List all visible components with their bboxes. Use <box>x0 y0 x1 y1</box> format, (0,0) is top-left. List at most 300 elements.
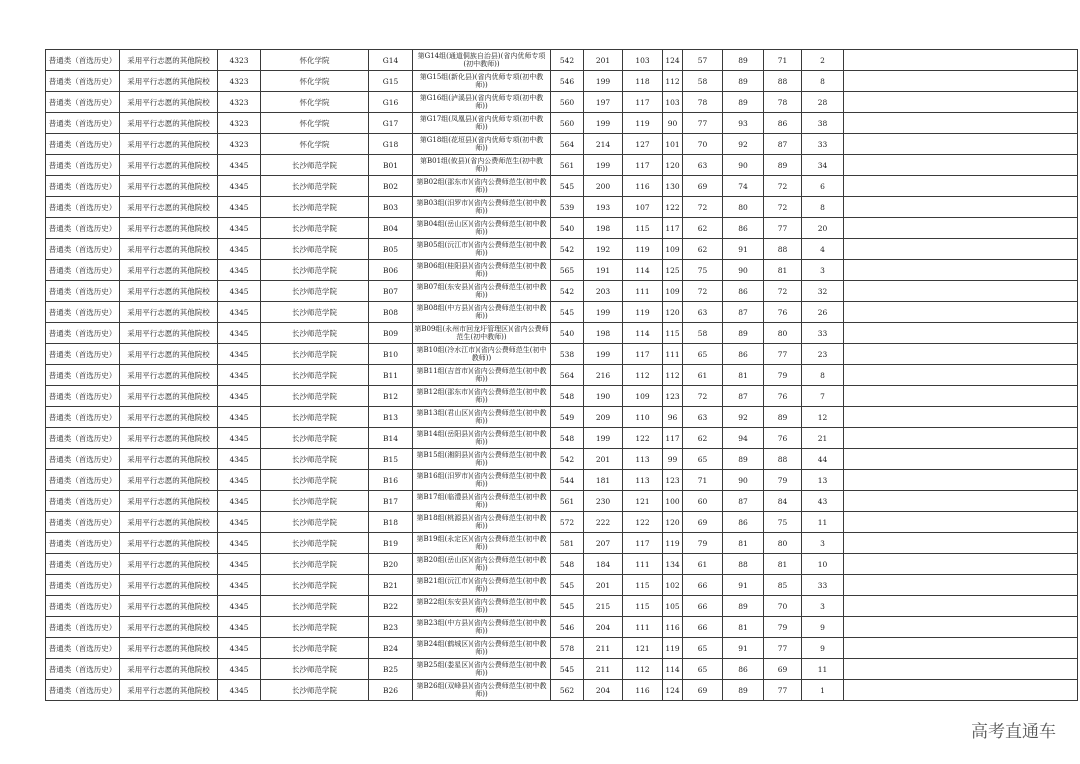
batch-cell: 采用平行志愿的其他院校 <box>120 470 218 491</box>
subject-score-cell: 109 <box>663 281 683 302</box>
subject-score-cell: 66 <box>683 617 723 638</box>
count-cell: 4 <box>802 239 844 260</box>
subject-score-cell: 193 <box>584 197 623 218</box>
subject-score-cell: 79 <box>764 470 802 491</box>
table-row <box>46 575 1078 596</box>
group-code-cell: B04 <box>369 218 413 239</box>
min-score-cell: 544 <box>551 470 584 491</box>
batch-cell: 采用平行志愿的其他院校 <box>120 71 218 92</box>
subject-score-cell: 117 <box>623 155 663 176</box>
subject-score-cell: 121 <box>623 638 663 659</box>
group-name-cell: 第B13组(君山区)(省内公费师范生(初中教师)) <box>413 407 551 428</box>
group-code-cell: B19 <box>369 533 413 554</box>
empty-cell <box>844 617 1078 638</box>
batch-cell: 采用平行志愿的其他院校 <box>120 155 218 176</box>
group-code-cell: B24 <box>369 638 413 659</box>
subject-score-cell: 72 <box>764 176 802 197</box>
group-code-cell: G16 <box>369 92 413 113</box>
subject-score-cell: 62 <box>683 239 723 260</box>
empty-cell <box>844 512 1078 533</box>
min-score-cell: 539 <box>551 197 584 218</box>
batch-cell: 采用平行志愿的其他院校 <box>120 428 218 449</box>
subject-score-cell: 121 <box>623 491 663 512</box>
subject-score-cell: 199 <box>584 428 623 449</box>
subject-score-cell: 92 <box>723 134 764 155</box>
school-code-cell: 4345 <box>218 533 261 554</box>
batch-cell: 采用平行志愿的其他院校 <box>120 239 218 260</box>
empty-cell <box>844 92 1078 113</box>
subject-score-cell: 70 <box>683 134 723 155</box>
subject-score-cell: 69 <box>683 176 723 197</box>
subject-score-cell: 198 <box>584 218 623 239</box>
min-score-cell: 542 <box>551 281 584 302</box>
subject-score-cell: 115 <box>623 575 663 596</box>
subject-score-cell: 89 <box>723 323 764 344</box>
category-cell: 普通类（首选历史） <box>46 92 120 113</box>
count-cell: 28 <box>802 92 844 113</box>
school-name-cell: 长沙师范学院 <box>261 596 369 617</box>
group-code-cell: B11 <box>369 365 413 386</box>
batch-cell: 采用平行志愿的其他院校 <box>120 554 218 575</box>
group-code-cell: G17 <box>369 113 413 134</box>
group-code-cell: B10 <box>369 344 413 365</box>
empty-cell <box>844 638 1078 659</box>
subject-score-cell: 215 <box>584 596 623 617</box>
school-name-cell: 长沙师范学院 <box>261 365 369 386</box>
table-row <box>46 407 1078 428</box>
count-cell: 34 <box>802 155 844 176</box>
table-row <box>46 638 1078 659</box>
subject-score-cell: 211 <box>584 659 623 680</box>
subject-score-cell: 58 <box>683 323 723 344</box>
count-cell: 3 <box>802 596 844 617</box>
subject-score-cell: 72 <box>683 386 723 407</box>
empty-cell <box>844 239 1078 260</box>
category-cell: 普通类（首选历史） <box>46 554 120 575</box>
empty-cell <box>844 407 1078 428</box>
subject-score-cell: 87 <box>723 386 764 407</box>
min-score-cell: 538 <box>551 344 584 365</box>
subject-score-cell: 88 <box>723 554 764 575</box>
count-cell: 8 <box>802 197 844 218</box>
table-row <box>46 428 1078 449</box>
category-cell: 普通类（首选历史） <box>46 449 120 470</box>
subject-score-cell: 99 <box>663 449 683 470</box>
school-code-cell: 4345 <box>218 281 261 302</box>
subject-score-cell: 61 <box>683 554 723 575</box>
subject-score-cell: 76 <box>764 428 802 449</box>
group-name-cell: 第B11组(吉首市)(省内公费师范生(初中教师)) <box>413 365 551 386</box>
school-code-cell: 4345 <box>218 218 261 239</box>
count-cell: 32 <box>802 281 844 302</box>
subject-score-cell: 89 <box>764 407 802 428</box>
subject-score-cell: 119 <box>663 638 683 659</box>
subject-score-cell: 199 <box>584 344 623 365</box>
subject-score-cell: 222 <box>584 512 623 533</box>
empty-cell <box>844 365 1078 386</box>
count-cell: 3 <box>802 260 844 281</box>
group-name-cell: 第G18组(花垣县)(省内优师专项(初中教师)) <box>413 134 551 155</box>
category-cell: 普通类（首选历史） <box>46 365 120 386</box>
min-score-cell: 581 <box>551 533 584 554</box>
group-name-cell: 第B24组(鹤城区)(省内公费师范生(初中教师)) <box>413 638 551 659</box>
count-cell: 9 <box>802 638 844 659</box>
school-code-cell: 4323 <box>218 92 261 113</box>
school-name-cell: 怀化学院 <box>261 71 369 92</box>
category-cell: 普通类（首选历史） <box>46 218 120 239</box>
table-row <box>46 197 1078 218</box>
group-code-cell: B14 <box>369 428 413 449</box>
batch-cell: 采用平行志愿的其他院校 <box>120 680 218 701</box>
table-row <box>46 218 1078 239</box>
group-code-cell: B13 <box>369 407 413 428</box>
subject-score-cell: 80 <box>723 197 764 218</box>
school-name-cell: 怀化学院 <box>261 113 369 134</box>
subject-score-cell: 62 <box>683 428 723 449</box>
subject-score-cell: 91 <box>723 239 764 260</box>
batch-cell: 采用平行志愿的其他院校 <box>120 575 218 596</box>
group-code-cell: B12 <box>369 386 413 407</box>
subject-score-cell: 115 <box>663 323 683 344</box>
count-cell: 23 <box>802 344 844 365</box>
batch-cell: 采用平行志愿的其他院校 <box>120 596 218 617</box>
min-score-cell: 548 <box>551 428 584 449</box>
group-code-cell: G18 <box>369 134 413 155</box>
subject-score-cell: 190 <box>584 386 623 407</box>
school-code-cell: 4345 <box>218 197 261 218</box>
group-name-cell: 第B26组(双峰县)(省内公费师范生(初中教师)) <box>413 680 551 701</box>
table-row <box>46 533 1078 554</box>
school-name-cell: 长沙师范学院 <box>261 575 369 596</box>
school-code-cell: 4345 <box>218 323 261 344</box>
category-cell: 普通类（首选历史） <box>46 407 120 428</box>
group-code-cell: B09 <box>369 323 413 344</box>
count-cell: 7 <box>802 386 844 407</box>
admission-score-table-container <box>45 49 1077 701</box>
min-score-cell: 560 <box>551 113 584 134</box>
subject-score-cell: 111 <box>623 554 663 575</box>
subject-score-cell: 211 <box>584 638 623 659</box>
school-name-cell: 长沙师范学院 <box>261 302 369 323</box>
group-code-cell: B25 <box>369 659 413 680</box>
empty-cell <box>844 134 1078 155</box>
subject-score-cell: 62 <box>683 218 723 239</box>
subject-score-cell: 79 <box>764 617 802 638</box>
group-name-cell: 第B04组(岳山区)(省内公费师范生(初中教师)) <box>413 218 551 239</box>
subject-score-cell: 204 <box>584 617 623 638</box>
subject-score-cell: 91 <box>723 575 764 596</box>
school-name-cell: 长沙师范学院 <box>261 428 369 449</box>
category-cell: 普通类（首选历史） <box>46 155 120 176</box>
subject-score-cell: 115 <box>623 596 663 617</box>
subject-score-cell: 207 <box>584 533 623 554</box>
subject-score-cell: 86 <box>723 659 764 680</box>
subject-score-cell: 119 <box>623 239 663 260</box>
subject-score-cell: 103 <box>663 92 683 113</box>
school-code-cell: 4345 <box>218 638 261 659</box>
school-code-cell: 4323 <box>218 113 261 134</box>
group-code-cell: G14 <box>369 50 413 71</box>
empty-cell <box>844 428 1078 449</box>
group-name-cell: 第B20组(岳山区)(省内公费师范生(初中教师)) <box>413 554 551 575</box>
school-code-cell: 4345 <box>218 575 261 596</box>
batch-cell: 采用平行志愿的其他院校 <box>120 218 218 239</box>
subject-score-cell: 130 <box>663 176 683 197</box>
group-name-cell: 第B06组(桂阳县)(省内公费师范生(初中教师)) <box>413 260 551 281</box>
subject-score-cell: 214 <box>584 134 623 155</box>
group-name-cell: 第B19组(永定区)(省内公费师范生(初中教师)) <box>413 533 551 554</box>
subject-score-cell: 203 <box>584 281 623 302</box>
group-code-cell: B23 <box>369 617 413 638</box>
subject-score-cell: 65 <box>683 449 723 470</box>
school-code-cell: 4345 <box>218 512 261 533</box>
subject-score-cell: 60 <box>683 491 723 512</box>
subject-score-cell: 78 <box>683 92 723 113</box>
subject-score-cell: 199 <box>584 113 623 134</box>
subject-score-cell: 105 <box>663 596 683 617</box>
min-score-cell: 548 <box>551 386 584 407</box>
subject-score-cell: 81 <box>723 617 764 638</box>
batch-cell: 采用平行志愿的其他院校 <box>120 512 218 533</box>
subject-score-cell: 103 <box>623 50 663 71</box>
subject-score-cell: 122 <box>663 197 683 218</box>
subject-score-cell: 89 <box>723 680 764 701</box>
group-code-cell: B20 <box>369 554 413 575</box>
subject-score-cell: 90 <box>723 155 764 176</box>
table-row <box>46 92 1078 113</box>
subject-score-cell: 184 <box>584 554 623 575</box>
min-score-cell: 565 <box>551 260 584 281</box>
subject-score-cell: 124 <box>663 680 683 701</box>
subject-score-cell: 96 <box>663 407 683 428</box>
subject-score-cell: 72 <box>764 197 802 218</box>
subject-score-cell: 201 <box>584 575 623 596</box>
school-code-cell: 4345 <box>218 344 261 365</box>
school-code-cell: 4345 <box>218 554 261 575</box>
empty-cell <box>844 113 1078 134</box>
school-name-cell: 长沙师范学院 <box>261 386 369 407</box>
school-name-cell: 长沙师范学院 <box>261 197 369 218</box>
school-code-cell: 4345 <box>218 491 261 512</box>
count-cell: 3 <box>802 533 844 554</box>
count-cell: 13 <box>802 470 844 491</box>
min-score-cell: 540 <box>551 323 584 344</box>
subject-score-cell: 109 <box>663 239 683 260</box>
subject-score-cell: 201 <box>584 50 623 71</box>
subject-score-cell: 63 <box>683 302 723 323</box>
school-name-cell: 长沙师范学院 <box>261 218 369 239</box>
school-code-cell: 4323 <box>218 134 261 155</box>
count-cell: 11 <box>802 512 844 533</box>
min-score-cell: 542 <box>551 239 584 260</box>
group-name-cell: 第B22组(东安县)(省内公费师范生(初中教师)) <box>413 596 551 617</box>
school-code-cell: 4345 <box>218 617 261 638</box>
empty-cell <box>844 50 1078 71</box>
subject-score-cell: 90 <box>663 113 683 134</box>
subject-score-cell: 72 <box>683 281 723 302</box>
subject-score-cell: 91 <box>723 638 764 659</box>
count-cell: 2 <box>802 50 844 71</box>
subject-score-cell: 114 <box>623 323 663 344</box>
batch-cell: 采用平行志愿的其他院校 <box>120 386 218 407</box>
table-row <box>46 491 1078 512</box>
subject-score-cell: 86 <box>723 281 764 302</box>
subject-score-cell: 111 <box>623 617 663 638</box>
school-code-cell: 4345 <box>218 449 261 470</box>
group-name-cell: 第B25组(娄星区)(省内公费师范生(初中教师)) <box>413 659 551 680</box>
school-name-cell: 长沙师范学院 <box>261 680 369 701</box>
group-code-cell: B21 <box>369 575 413 596</box>
empty-cell <box>844 344 1078 365</box>
subject-score-cell: 197 <box>584 92 623 113</box>
subject-score-cell: 112 <box>663 365 683 386</box>
school-code-cell: 4345 <box>218 407 261 428</box>
category-cell: 普通类（首选历史） <box>46 113 120 134</box>
subject-score-cell: 88 <box>764 71 802 92</box>
group-name-cell: 第B23组(中方县)(省内公费师范生(初中教师)) <box>413 617 551 638</box>
school-name-cell: 长沙师范学院 <box>261 323 369 344</box>
category-cell: 普通类（首选历史） <box>46 470 120 491</box>
subject-score-cell: 86 <box>764 113 802 134</box>
count-cell: 33 <box>802 575 844 596</box>
subject-score-cell: 77 <box>764 344 802 365</box>
category-cell: 普通类（首选历史） <box>46 680 120 701</box>
school-code-cell: 4345 <box>218 155 261 176</box>
category-cell: 普通类（首选历史） <box>46 260 120 281</box>
batch-cell: 采用平行志愿的其他院校 <box>120 92 218 113</box>
subject-score-cell: 86 <box>723 344 764 365</box>
school-name-cell: 长沙师范学院 <box>261 344 369 365</box>
school-name-cell: 怀化学院 <box>261 50 369 71</box>
subject-score-cell: 71 <box>764 50 802 71</box>
batch-cell: 采用平行志愿的其他院校 <box>120 659 218 680</box>
batch-cell: 采用平行志愿的其他院校 <box>120 365 218 386</box>
count-cell: 8 <box>802 365 844 386</box>
empty-cell <box>844 218 1078 239</box>
category-cell: 普通类（首选历史） <box>46 596 120 617</box>
school-code-cell: 4345 <box>218 680 261 701</box>
empty-cell <box>844 176 1078 197</box>
table-row <box>46 323 1078 344</box>
subject-score-cell: 199 <box>584 302 623 323</box>
group-code-cell: B18 <box>369 512 413 533</box>
subject-score-cell: 77 <box>764 638 802 659</box>
count-cell: 43 <box>802 491 844 512</box>
min-score-cell: 548 <box>551 554 584 575</box>
table-row <box>46 302 1078 323</box>
group-name-cell: 第B14组(岳阳县)(省内公费师范生(初中教师)) <box>413 428 551 449</box>
subject-score-cell: 116 <box>623 176 663 197</box>
subject-score-cell: 204 <box>584 680 623 701</box>
table-row <box>46 281 1078 302</box>
subject-score-cell: 81 <box>764 554 802 575</box>
table-row <box>46 365 1078 386</box>
category-cell: 普通类（首选历史） <box>46 386 120 407</box>
subject-score-cell: 89 <box>764 155 802 176</box>
table-row <box>46 386 1078 407</box>
min-score-cell: 542 <box>551 449 584 470</box>
subject-score-cell: 200 <box>584 176 623 197</box>
subject-score-cell: 94 <box>723 428 764 449</box>
subject-score-cell: 122 <box>623 428 663 449</box>
count-cell: 11 <box>802 659 844 680</box>
group-name-cell: 第B02组(邵东市)(省内公费师范生(初中教师)) <box>413 176 551 197</box>
subject-score-cell: 199 <box>584 155 623 176</box>
min-score-cell: 545 <box>551 302 584 323</box>
subject-score-cell: 93 <box>723 113 764 134</box>
subject-score-cell: 57 <box>683 50 723 71</box>
subject-score-cell: 71 <box>683 470 723 491</box>
school-code-cell: 4323 <box>218 50 261 71</box>
school-name-cell: 长沙师范学院 <box>261 554 369 575</box>
subject-score-cell: 112 <box>623 365 663 386</box>
group-code-cell: B22 <box>369 596 413 617</box>
group-code-cell: G15 <box>369 71 413 92</box>
subject-score-cell: 216 <box>584 365 623 386</box>
min-score-cell: 561 <box>551 155 584 176</box>
subject-score-cell: 117 <box>623 344 663 365</box>
subject-score-cell: 88 <box>764 449 802 470</box>
batch-cell: 采用平行志愿的其他院校 <box>120 260 218 281</box>
subject-score-cell: 120 <box>663 512 683 533</box>
category-cell: 普通类（首选历史） <box>46 323 120 344</box>
subject-score-cell: 75 <box>683 260 723 281</box>
subject-score-cell: 86 <box>723 512 764 533</box>
subject-score-cell: 181 <box>584 470 623 491</box>
subject-score-cell: 80 <box>764 323 802 344</box>
school-name-cell: 长沙师范学院 <box>261 155 369 176</box>
subject-score-cell: 84 <box>764 491 802 512</box>
school-name-cell: 长沙师范学院 <box>261 260 369 281</box>
subject-score-cell: 111 <box>663 344 683 365</box>
category-cell: 普通类（首选历史） <box>46 281 120 302</box>
group-name-cell: 第B03组(汨罗市)(省内公费师范生(初中教师)) <box>413 197 551 218</box>
category-cell: 普通类（首选历史） <box>46 71 120 92</box>
subject-score-cell: 77 <box>683 113 723 134</box>
subject-score-cell: 111 <box>623 281 663 302</box>
table-row <box>46 134 1078 155</box>
empty-cell <box>844 449 1078 470</box>
subject-score-cell: 230 <box>584 491 623 512</box>
school-code-cell: 4345 <box>218 239 261 260</box>
school-code-cell: 4345 <box>218 302 261 323</box>
subject-score-cell: 70 <box>764 596 802 617</box>
group-name-cell: 第G15组(新化县)(省内优师专项(初中教师)) <box>413 71 551 92</box>
count-cell: 21 <box>802 428 844 449</box>
school-code-cell: 4345 <box>218 260 261 281</box>
empty-cell <box>844 554 1078 575</box>
school-code-cell: 4345 <box>218 386 261 407</box>
subject-score-cell: 117 <box>663 428 683 449</box>
subject-score-cell: 89 <box>723 92 764 113</box>
school-code-cell: 4345 <box>218 428 261 449</box>
table-row <box>46 113 1078 134</box>
batch-cell: 采用平行志愿的其他院校 <box>120 176 218 197</box>
subject-score-cell: 75 <box>764 512 802 533</box>
school-name-cell: 长沙师范学院 <box>261 449 369 470</box>
category-cell: 普通类（首选历史） <box>46 302 120 323</box>
subject-score-cell: 101 <box>663 134 683 155</box>
group-code-cell: B03 <box>369 197 413 218</box>
group-code-cell: B02 <box>369 176 413 197</box>
subject-score-cell: 120 <box>663 155 683 176</box>
empty-cell <box>844 533 1078 554</box>
subject-score-cell: 124 <box>663 50 683 71</box>
table-row <box>46 260 1078 281</box>
group-name-cell: 第B01组(攸县)(省内公费师范生(初中教师)) <box>413 155 551 176</box>
group-name-cell: 第B17组(临澧县)(省内公费师范生(初中教师)) <box>413 491 551 512</box>
group-name-cell: 第B21组(沅江市)(省内公费师范生(初中教师)) <box>413 575 551 596</box>
